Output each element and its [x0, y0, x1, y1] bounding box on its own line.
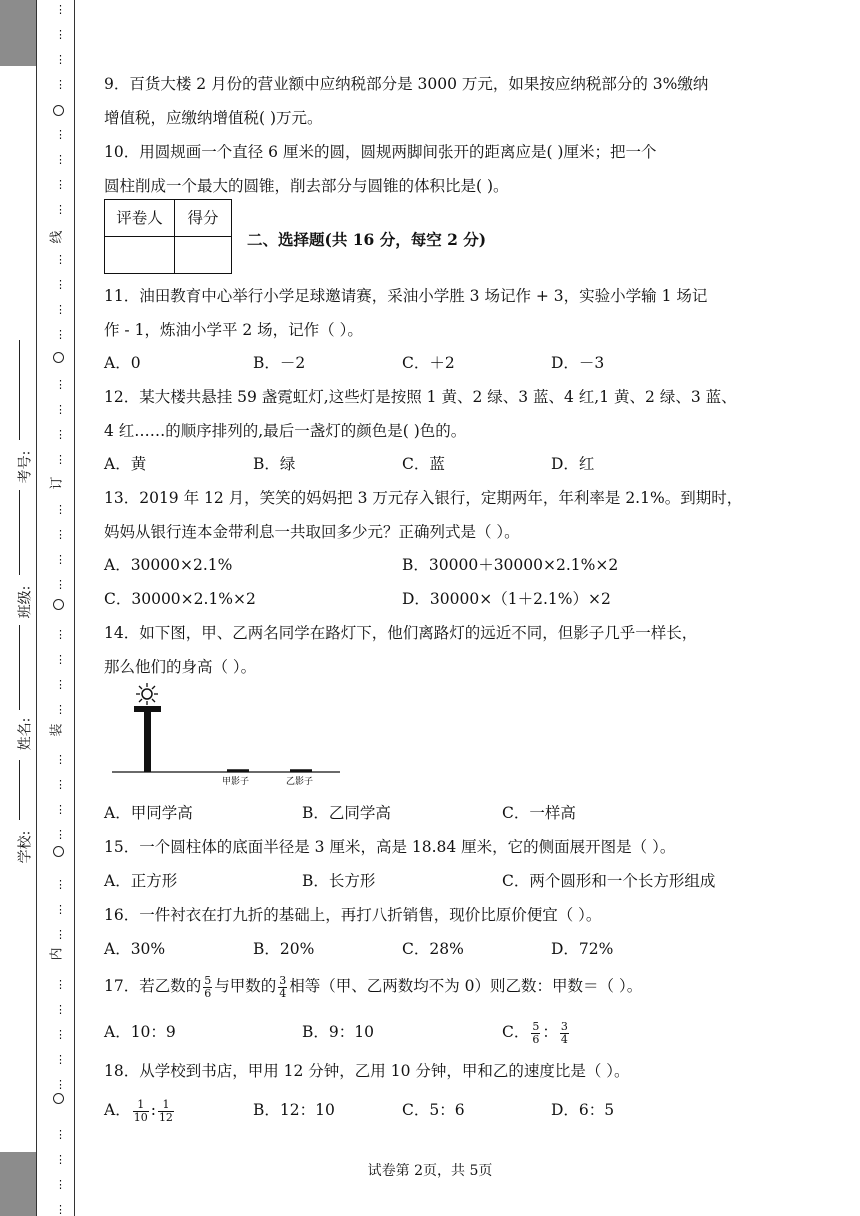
cut-dot: ⋮	[55, 203, 66, 216]
option-a[interactable]	[104, 1090, 176, 1130]
question-12	[104, 380, 760, 448]
option-d[interactable]: D．6：5	[551, 1101, 615, 1119]
question-10	[104, 135, 760, 203]
question-18-options	[104, 1090, 760, 1130]
cut-dot: ⋮	[55, 1003, 66, 1016]
binding-line-outer	[36, 0, 37, 1216]
denominator: 12	[158, 1110, 173, 1124]
cut-dot: ⋮	[55, 278, 66, 291]
option-c[interactable]: C．30000×2.1%×2	[104, 590, 256, 608]
cut-dot: ⋮	[55, 978, 66, 991]
shadow-yi-label: 乙影子	[286, 777, 314, 787]
question-11-line-2: 作 - 1，炼油小学平 2 场，记作（ ）。	[104, 321, 363, 339]
cut-dot: ⋮	[55, 378, 66, 391]
score-table-score-header: 得分	[175, 200, 232, 237]
cut-dot: ⋮	[55, 3, 66, 16]
cut-dot: ⋮	[55, 1128, 66, 1141]
option-b[interactable]: B．－2	[253, 354, 306, 372]
question-11-line-1: 11．油田教育中心举行小学足球邀请赛，采油小学胜 3 场记作 + 3，实验小学输 1 场记	[104, 287, 708, 305]
binding-line-inner	[74, 0, 75, 1216]
option-a[interactable]: A．10：9	[104, 1023, 176, 1041]
cut-dot: ⋮	[55, 1153, 66, 1166]
cut-dot: ⋮	[55, 1028, 66, 1041]
cut-dot: ⋮	[55, 1053, 66, 1066]
cut-dot: ⋮	[55, 653, 66, 666]
question-16	[104, 898, 760, 932]
question-14-line-1: 14．如下图，甲、乙两名同学在路灯下，他们离路灯的远近不同，但影子几乎一样长，	[104, 624, 698, 642]
cut-dot: ⋮	[55, 878, 66, 891]
cut-label-zhuang: 装	[49, 723, 65, 737]
option-a[interactable]: A．30%	[104, 940, 166, 958]
cut-dot: ⋮	[55, 178, 66, 191]
question-9-line-1: 9．百货大楼 2 月份的营业额中应纳税部分是 3000 万元，如果按应纳税部分的 3%缴纳	[104, 75, 709, 93]
sun-icon	[136, 683, 158, 705]
question-14-line-2: 那么他们的身高（ ）。	[104, 658, 257, 676]
cut-dot: ⋮	[55, 678, 66, 691]
question-14	[104, 616, 760, 684]
binding-hole-icon	[53, 105, 64, 116]
cut-dot: ⋮	[55, 1078, 66, 1091]
question-13-line-2: 妈妈从银行连本金带利息一共取回多少元？正确列式是（ ）。	[104, 523, 520, 541]
denominator: 10	[133, 1110, 148, 1124]
denominator: 4	[279, 986, 287, 1000]
question-16-line-1: 16．一件衬衣在打九折的基础上，再打八折销售，现价比原价便宜（ ）。	[104, 906, 602, 924]
cut-dot: ⋮	[55, 78, 66, 91]
option-a[interactable]: A．30000×2.1%	[104, 556, 233, 574]
option-a[interactable]: A．0	[104, 354, 141, 372]
cut-label-xian: 线	[49, 230, 65, 244]
option-a-prefix: A．	[104, 1101, 131, 1119]
cut-dot: ⋮	[55, 28, 66, 41]
field-label-name: 姓名:	[17, 717, 34, 751]
cut-dot: ⋮	[55, 528, 66, 541]
field-label-class: 班级:	[17, 585, 34, 619]
cut-dot: ⋮	[55, 403, 66, 416]
question-14-options	[104, 796, 760, 830]
cut-dot: ⋮	[55, 1178, 66, 1191]
question-15-options	[104, 864, 760, 898]
question-18-line-1: 18．从学校到书店，甲用 12 分钟，乙用 10 分钟，甲和乙的速度比是（ ）。	[104, 1062, 630, 1080]
score-table	[104, 199, 232, 274]
fraction	[158, 1099, 174, 1124]
cut-label-ding: 订	[49, 476, 65, 490]
cut-dot: ⋮	[55, 803, 66, 816]
question-10-line-2: 圆柱削成一个最大的圆锥，削去部分与圆锥的体积比是( )。	[104, 177, 509, 195]
question-17-options	[104, 1012, 760, 1052]
binding-hole-icon	[53, 1093, 64, 1104]
cut-dot: ⋮	[55, 153, 66, 166]
cut-dot: ⋮	[55, 128, 66, 141]
binding-hole-icon	[53, 846, 64, 857]
numerator: 5	[532, 1019, 540, 1033]
cut-dot: ⋮	[55, 703, 66, 716]
cut-dot: ⋮	[55, 503, 66, 516]
question-13-options-row-1	[104, 548, 760, 582]
field-line-name[interactable]	[19, 625, 20, 710]
option-a[interactable]: A．正方形	[104, 872, 178, 890]
binding-hole-icon	[53, 599, 64, 610]
fraction-5-6	[203, 975, 212, 1000]
option-d[interactable]: D．72%	[551, 940, 614, 958]
score-table-score-cell[interactable]	[175, 237, 232, 274]
cut-dot: ⋮	[55, 303, 66, 316]
option-c[interactable]: C．＋2	[402, 354, 455, 372]
question-10-line-1: 10．用圆规画一个直径 6 厘米的圆，圆规两脚间张开的距离应是( )厘米；把一个	[104, 143, 657, 161]
cut-dot: ⋮	[55, 53, 66, 66]
field-label-exam-no: 考号:	[17, 450, 34, 484]
fraction	[531, 1021, 540, 1046]
denominator: 6	[204, 986, 212, 1000]
option-d[interactable]: D．红	[551, 455, 595, 473]
option-b[interactable]: B．长方形	[302, 872, 376, 890]
option-c[interactable]: C．一样高	[502, 804, 576, 822]
option-b[interactable]: B．绿	[253, 455, 296, 473]
question-15	[104, 830, 760, 864]
numerator: 3	[560, 1019, 568, 1033]
cut-dot: ⋮	[55, 453, 66, 466]
question-11	[104, 279, 760, 347]
cut-dot: ⋮	[55, 628, 66, 641]
question-13-line-1: 13．2019 年 12 月，笑笑的妈妈把 3 万元存入银行，定期两年，年利率是 2.1%。到期时，	[104, 489, 743, 507]
question-16-options	[104, 932, 760, 966]
page-footer: 试卷第 2页，共 5页	[367, 1163, 493, 1179]
denominator: 6	[532, 1032, 540, 1046]
question-15-line-1: 15．一个圆柱体的底面半径是 3 厘米，高是 18.84 厘米，它的侧面展开图是（ ）。	[104, 838, 676, 856]
cut-dot: ⋮	[55, 903, 66, 916]
binding-hole-icon	[53, 352, 64, 363]
option-d[interactable]: D．－3	[551, 354, 605, 372]
option-c-prefix: C．	[502, 1023, 530, 1041]
lamp-head	[134, 706, 161, 712]
ratio-separator: ：	[542, 1023, 558, 1041]
ratio-separator: :	[150, 1101, 156, 1119]
option-b[interactable]: B．12：10	[253, 1101, 335, 1119]
option-c[interactable]	[502, 1012, 571, 1052]
question-12-line-2: 4 红……的顺序排列的,最后一盏灯的颜色是( )色的。	[104, 422, 467, 440]
question-9	[104, 67, 760, 135]
option-d[interactable]: D．30000×（1＋2.1%）×2	[402, 590, 611, 608]
denominator: 4	[560, 1032, 568, 1046]
option-b[interactable]: B．30000＋30000×2.1%×2	[402, 556, 619, 574]
option-b[interactable]: B．乙同学高	[302, 804, 391, 822]
fraction	[133, 1099, 149, 1124]
option-a[interactable]: A．黄	[104, 455, 147, 473]
question-17-middle: 与甲数的	[214, 977, 277, 995]
question-17-prefix: 17．若乙数的	[104, 977, 202, 995]
section-title: 二、选择题(共 16 分，每空 2 分)	[247, 230, 487, 249]
option-c[interactable]: C．5：6	[402, 1101, 465, 1119]
option-b[interactable]: B．9：10	[302, 1023, 374, 1041]
cut-dot: ⋮	[55, 553, 66, 566]
cut-dot: ⋮	[55, 578, 66, 591]
streetlight-figure	[104, 680, 344, 787]
cut-line-dots	[49, 0, 66, 1216]
question-17-suffix: 相等（甲、乙两数均不为 0）则乙数：甲数＝（ ）。	[289, 977, 643, 995]
numerator: 1	[133, 1099, 149, 1112]
question-12-line-1: 12．某大楼共悬挂 59 盏霓虹灯,这些灯是按照 1 黄、2 绿、3 蓝、4 红,1 黄、2 绿、3 蓝、	[104, 388, 737, 406]
option-c[interactable]: C．蓝	[402, 455, 445, 473]
score-table-reviewer-header: 评卷人	[105, 200, 175, 237]
lamp-pole	[144, 712, 151, 772]
option-c[interactable]: C．28%	[402, 940, 464, 958]
score-table-reviewer-cell[interactable]	[105, 237, 175, 274]
question-11-options	[104, 346, 760, 380]
option-a[interactable]: A．甲同学高	[104, 804, 193, 822]
option-c[interactable]: C．两个圆形和一个长方形组成	[502, 872, 716, 890]
question-13	[104, 481, 760, 549]
field-line-class[interactable]	[19, 490, 20, 575]
binding-strip-top	[0, 0, 36, 66]
fraction	[560, 1021, 569, 1046]
cut-dot: ⋮	[55, 828, 66, 841]
question-12-options	[104, 447, 760, 481]
cut-dot: ⋮	[55, 928, 66, 941]
question-18	[104, 1054, 760, 1088]
field-line-school[interactable]	[19, 760, 20, 820]
question-13-options-row-2	[104, 582, 760, 616]
cut-dot: ⋮	[55, 253, 66, 266]
question-17	[104, 966, 760, 1006]
numerator: 3	[279, 973, 287, 987]
option-b[interactable]: B．20%	[253, 940, 315, 958]
numerator: 1	[158, 1099, 174, 1112]
field-line-exam-no[interactable]	[19, 340, 20, 440]
numerator: 5	[204, 973, 212, 987]
cut-label-nei: 内	[49, 947, 65, 961]
cut-dot: ⋮	[55, 778, 66, 791]
cut-dot: ⋮	[55, 753, 66, 766]
cut-dot: ⋮	[55, 428, 66, 441]
shadow-jia-label: 甲影子	[222, 777, 250, 787]
cut-dot: ⋮	[55, 1203, 66, 1216]
question-9-line-2: 增值税，应缴纳增值税( )万元。	[104, 109, 323, 127]
field-label-school: 学校:	[17, 830, 34, 864]
fraction-3-4	[278, 975, 287, 1000]
cut-dot: ⋮	[55, 328, 66, 341]
